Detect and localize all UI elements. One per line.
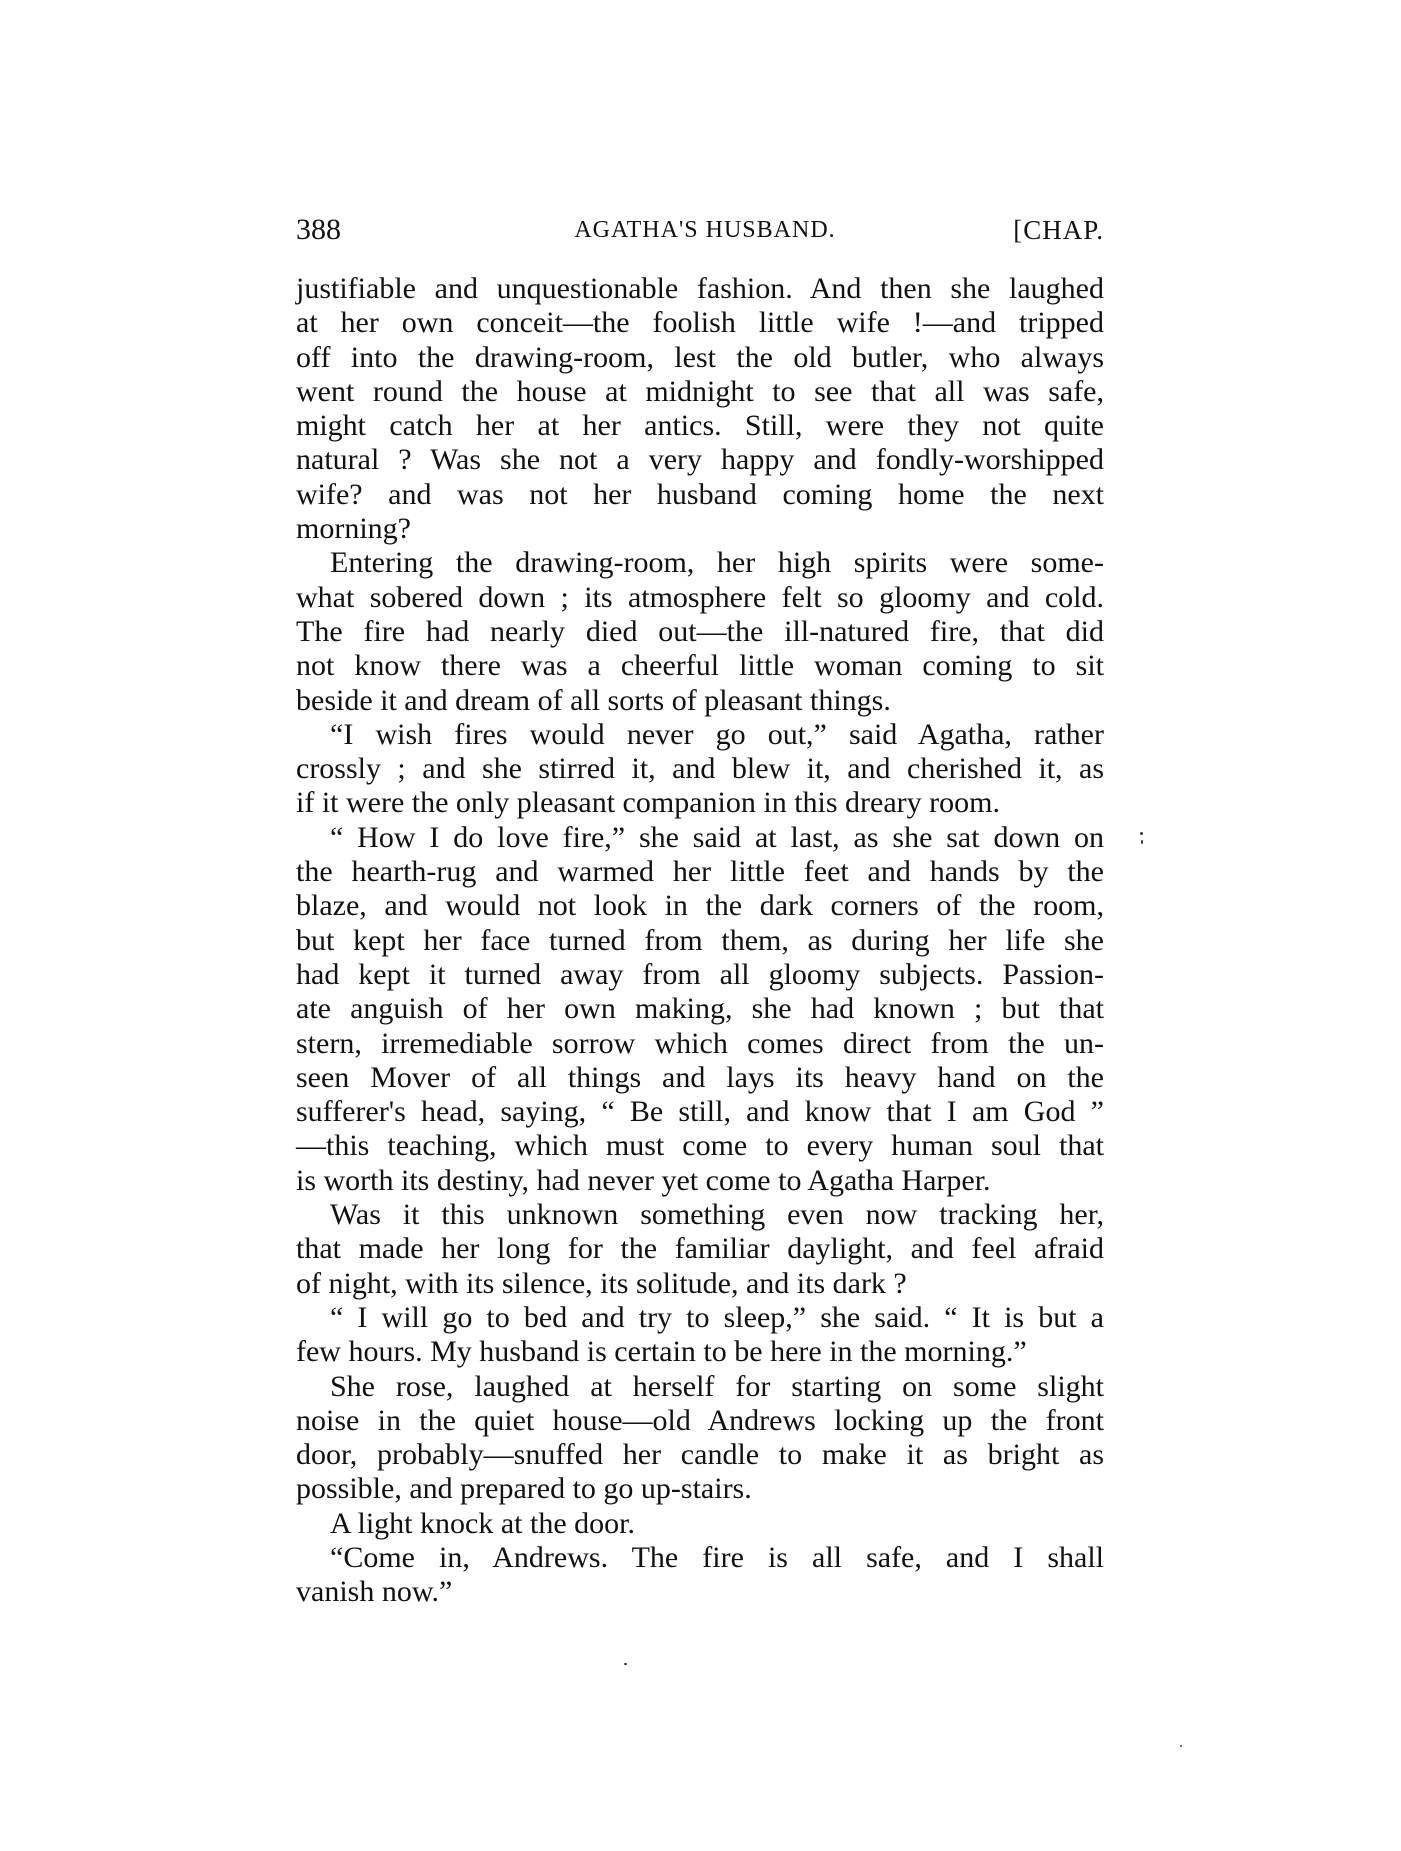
text-line: beside it and dream of all sorts of pleasant things.: [296, 683, 891, 717]
text-line: —this teaching, which must come to every human soul that: [296, 1129, 1104, 1163]
text-line: might catch her at her antics. Still, were they not quite: [296, 409, 1104, 443]
page-number: 388: [296, 213, 341, 246]
text-line: had kept it turned away from all gloomy subjects. Passion-: [296, 957, 1104, 991]
text-line: if it were the only pleasant companion in this dreary room.: [296, 786, 1000, 820]
text-line: not know there was a cheerful little woman coming to sit: [296, 649, 1104, 683]
paragraph: [296, 821, 1104, 1198]
text-line: wife? and was not her husband coming home the next: [296, 477, 1104, 511]
paragraph: [296, 1507, 1104, 1541]
text-line: that made her long for the familiar daylight, and feel afraid: [296, 1232, 1104, 1266]
text-line: noise in the quiet house—old Andrews locking up the front: [296, 1403, 1104, 1437]
text-line: vanish now.”: [296, 1575, 453, 1609]
chapter-mark: [CHAP.: [1013, 215, 1104, 245]
text-line: morning?: [296, 512, 411, 546]
text-line: off into the drawing-room, lest the old butler, who always: [296, 340, 1104, 374]
text-line: “ How I do love fire,” she said at last, as she sat down on: [330, 820, 1104, 854]
text-line: few hours. My husband is certain to be here in the morning.”: [296, 1335, 1027, 1369]
text-line: The fire had nearly died out—the ill-natured fire, that did: [296, 614, 1104, 648]
text-line: Was it this unknown something even now tracking her,: [330, 1198, 1104, 1232]
text-line: crossly ; and she stirred it, and blew it, and cherished it, as: [296, 752, 1104, 786]
body-text: [296, 272, 1104, 1610]
text-line: “ I will go to bed and try to sleep,” she said. “ It is but a: [330, 1300, 1104, 1334]
paragraph: [296, 272, 1104, 546]
text-line: natural ? Was she not a very happy and fondly-worshipped: [296, 443, 1104, 477]
text-line: but kept her face turned from them, as during her life she: [296, 923, 1104, 957]
paragraph: [296, 546, 1104, 717]
running-head: [296, 208, 1104, 252]
book-title: AGATHA'S HUSBAND.: [574, 217, 836, 243]
text-line: possible, and prepared to go up-stairs.: [296, 1472, 752, 1506]
print-speck: [1141, 840, 1143, 844]
print-speck: [1180, 1745, 1182, 1747]
text-line: Entering the drawing-room, her high spirits were some-: [330, 546, 1104, 580]
text-line: went round the house at midnight to see that all was safe,: [296, 374, 1104, 408]
text-line: blaze, and would not look in the dark corners of the room,: [296, 889, 1104, 923]
text-line: stern, irremediable sorrow which comes direct from the un-: [296, 1026, 1104, 1060]
print-speck: [1140, 832, 1143, 835]
text-line: what sobered down ; its atmosphere felt so gloomy and cold.: [296, 580, 1104, 614]
text-line: sufferer's head, saying, “ Be still, and know that I am God ”: [296, 1095, 1104, 1129]
text-line: justifiable and unquestionable fashion. And then she laughed: [296, 272, 1104, 305]
text-line: of night, with its silence, its solitude, and its dark ?: [296, 1266, 907, 1300]
text-line: the hearth-rug and warmed her little feet and hands by the: [296, 855, 1104, 889]
text-line: She rose, laughed at herself for starting on some slight: [330, 1369, 1104, 1403]
paragraph: [296, 1198, 1104, 1301]
print-speck: [624, 1663, 627, 1665]
text-line: at her own conceit—the foolish little wife !—and tripped: [296, 306, 1104, 340]
text-line: is worth its destiny, had never yet come to Agatha Harper.: [296, 1163, 991, 1197]
text-line: door, probably—snuffed her candle to make it as bright as: [296, 1438, 1104, 1472]
text-line: seen Mover of all things and lays its heavy hand on the: [296, 1060, 1104, 1094]
paragraph: [296, 1301, 1104, 1370]
text-line: “I wish fires would never go out,” said Agatha, rather: [330, 717, 1104, 751]
text-line: A light knock at the door.: [330, 1506, 635, 1540]
paragraph: [296, 1370, 1104, 1507]
paragraph: [296, 718, 1104, 821]
text-line: ate anguish of her own making, she had known ; but that: [296, 992, 1104, 1026]
text-line: “Come in, Andrews. The fire is all safe, and I shall: [330, 1540, 1104, 1574]
paragraph: [296, 1541, 1104, 1610]
